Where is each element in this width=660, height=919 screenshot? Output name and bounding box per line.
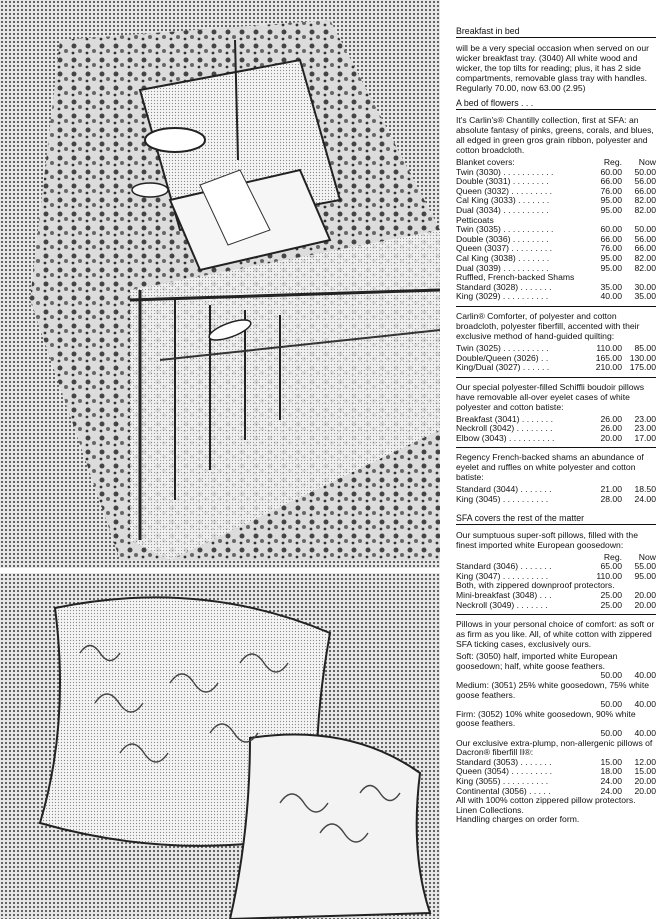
price-row — [456, 562, 656, 572]
sale-price: 82.00 — [634, 195, 656, 206]
item-name: Standard (3046) . . . . . . . — [456, 562, 552, 572]
firm-text: Firm: (3052) 10% white goosedown, 90% white goose feathers. — [456, 708, 636, 729]
regular-price: 165.00 — [595, 352, 622, 363]
regular-price: 210.00 — [595, 362, 622, 373]
down-pillow-price-list — [456, 562, 656, 581]
now-header: Now — [638, 157, 656, 167]
sale-price: 175.00 — [629, 362, 656, 373]
sale-price: 82.00 — [634, 262, 656, 273]
divider — [456, 447, 656, 448]
extra-pillow-price-list — [456, 591, 656, 610]
sale-price: 82.00 — [634, 252, 656, 263]
boudoir-text: Our special polyester-filled Schiffli boudoir pillows have removable all-over eyelet cases of white polyester and cotton batiste: — [456, 381, 645, 412]
item-name: King (3047) . . . . . . . . . . — [456, 571, 549, 581]
regular-price: 35.00 — [600, 281, 622, 292]
item-name: Cal King (3038) . . . . . . . — [456, 253, 550, 263]
sale-price: 66.00 — [634, 243, 656, 254]
regular-price: 60.00 — [600, 224, 622, 235]
sham-price-list — [456, 283, 656, 302]
regular-price: 26.00 — [600, 413, 622, 424]
item-name: King/Dual (3027) . . . . . . — [456, 363, 550, 373]
sale-price: 15.00 — [634, 766, 656, 777]
price-row: 50.00 40.00 — [600, 699, 656, 710]
price-row: 50.00 40.00 — [600, 727, 656, 738]
price-header — [456, 158, 656, 168]
now-header: Now — [638, 551, 656, 562]
section-heading-sfa: SFA covers the rest of the matter — [456, 513, 656, 525]
price-row — [456, 495, 656, 505]
sale-price: 24.00 — [634, 494, 656, 505]
price-row — [456, 415, 656, 425]
price-row — [456, 485, 656, 495]
sale-price: 95.00 — [634, 570, 656, 581]
price-row — [456, 363, 656, 373]
item-name: Double (3036) . . . . . . . . — [456, 234, 549, 244]
price-row — [456, 283, 656, 293]
blanket-label: Blanket covers: — [456, 157, 515, 167]
sale-price: 30.00 — [634, 281, 656, 292]
item-name: Standard (3028) . . . . . . . — [456, 282, 552, 292]
price-row — [456, 758, 656, 768]
item-name: Double/Queen (3026) . . — [456, 353, 549, 363]
price-row — [456, 344, 656, 354]
item-name: Standard (3044) . . . . . . . — [456, 485, 552, 495]
item-name: Twin (3030) . . . . . . . . . . . — [456, 167, 554, 177]
regular-price: 25.00 — [600, 590, 622, 601]
dacron-text: Our exclusive extra-plump, non-allergenic pillows of Dacron® fiberfill II®: — [456, 737, 653, 758]
sale-price: 55.00 — [634, 561, 656, 572]
dacron-price-list — [456, 758, 656, 796]
price-row — [456, 292, 656, 302]
comforter-text: Carlin® Comforter, of polyester and cotton broadcloth, polyester fiberfill, accented with their exclusive method of hand-guided quilting: — [456, 310, 640, 341]
price-row — [456, 177, 656, 187]
sale-price: 20.00 — [634, 590, 656, 601]
item-name: Neckroll (3042) . . . . . . . . — [456, 424, 553, 434]
item-name: Breakfast (3041) . . . . . . . — [456, 414, 553, 424]
price-row — [456, 187, 656, 197]
regular-price: 18.00 — [600, 766, 622, 777]
regular-price: 95.00 — [600, 204, 622, 215]
sale-price: 82.00 — [634, 204, 656, 215]
regular-price: 25.00 — [600, 599, 622, 610]
price-row: 50.00 40.00 — [600, 670, 656, 681]
regular-price: 24.00 — [600, 775, 622, 786]
sale-price: 66.00 — [634, 185, 656, 196]
regular-price: 65.00 — [600, 561, 622, 572]
price-row — [456, 235, 656, 245]
soft-text: Soft: (3050) half, imported white European goosedown; half, white goose feathers. — [456, 651, 618, 671]
sale-price: 20.00 — [634, 599, 656, 610]
medium-text: Medium: (3051) 25% white goosedown, 75% white goose feathers. — [456, 680, 649, 700]
pillows-photo — [0, 573, 440, 919]
handling-text: Handling charges on order form. — [456, 814, 580, 825]
sale-price: 50.00 — [634, 166, 656, 177]
petticoats-label: Petticoats — [456, 214, 494, 225]
divider — [456, 306, 656, 307]
regular-price: 66.00 — [600, 176, 622, 187]
zip-text: Both, with zippered downproof protectors. — [456, 580, 615, 591]
divider — [456, 614, 656, 615]
item-name: King (3055) . . . . . . . . . . — [456, 776, 549, 786]
item-name: Neckroll (3049) . . . . . . . — [456, 600, 548, 610]
item-name: Queen (3032) . . . . . . . . . — [456, 186, 553, 196]
price-row — [456, 196, 656, 206]
regular-price: 15.00 — [600, 756, 622, 767]
item-name: Double (3031) . . . . . . . . — [456, 177, 549, 187]
regular-price: 95.00 — [600, 252, 622, 263]
sale-price: 35.00 — [634, 291, 656, 302]
reg-header: Reg. — [603, 157, 622, 167]
sale-price: 12.00 — [634, 756, 656, 767]
sale-price: 18.50 — [634, 484, 656, 495]
bed-photo — [0, 0, 440, 568]
regular-price: 40.00 — [600, 291, 622, 302]
price-header — [456, 553, 656, 563]
price-row — [456, 354, 656, 364]
item-name: Twin (3035) . . . . . . . . . . . — [456, 225, 554, 235]
sale-price: 23.00 — [634, 413, 656, 424]
item-name: Standard (3053) . . . . . . . — [456, 757, 552, 767]
protector-text: All with 100% cotton zippered pillow protectors. — [456, 795, 636, 806]
sale-price: 56.00 — [634, 233, 656, 244]
regency-price-list — [456, 485, 656, 504]
regular-price: 110.00 — [596, 342, 622, 353]
price-row — [456, 434, 656, 444]
regular-price: 76.00 — [600, 185, 622, 196]
item-name: King (3029) . . . . . . . . . . — [456, 292, 549, 302]
price-row — [456, 777, 656, 787]
linen-text: Linen Collections. — [456, 804, 524, 815]
reg-header: Reg. — [603, 551, 622, 562]
regular-price: 60.00 — [600, 166, 622, 177]
price-row — [456, 767, 656, 777]
item-name: Dual (3034) . . . . . . . . . . — [456, 205, 549, 215]
price-row — [456, 225, 656, 235]
regular-price: 24.00 — [600, 785, 622, 796]
regular-price: 28.00 — [600, 494, 622, 505]
section-heading-flowers: A bed of flowers . . . — [456, 98, 656, 110]
regular-price: 20.00 — [600, 432, 622, 443]
regular-price: 95.00 — [600, 262, 622, 273]
item-name: Dual (3039) . . . . . . . . . . — [456, 263, 549, 273]
comforter-price-list — [456, 344, 656, 373]
sfa-intro: Our sumptuous super-soft pillows, filled with the finest imported white European goosedown: — [456, 529, 638, 550]
sale-price: 50.00 — [634, 224, 656, 235]
regular-price: 21.00 — [600, 484, 622, 495]
item-name: Queen (3054) . . . . . . . . . — [456, 767, 553, 777]
sale-price: 23.00 — [634, 423, 656, 434]
item-name: Queen (3037) . . . . . . . . . — [456, 244, 553, 254]
shams-label: Ruffled, French-backed Shams — [456, 272, 575, 283]
item-name: Cal King (3033) . . . . . . . — [456, 196, 550, 206]
regular-price: 26.00 — [600, 423, 622, 434]
sale-price: 130.00 — [629, 352, 656, 363]
choice-text: Pillows in your personal choice of comfort: as soft or as firm as you like. All, of white cotton with zippered SFA ticking cases, exclusively ours. — [456, 619, 655, 650]
item-name: Elbow (3043) . . . . . . . . . . — [456, 433, 555, 443]
regency-text: Regency French-backed shams an abundance of eyelet and ruffles on white polyester and cotton batiste: — [456, 452, 644, 483]
item-name: Mini-breakfast (3048) . . . — [456, 591, 552, 601]
copy-column — [456, 26, 656, 825]
item-name: Twin (3025) . . . . . . . . . . — [456, 343, 549, 353]
regular-price: 76.00 — [600, 243, 622, 254]
price-row — [456, 168, 656, 178]
petticoat-price-list — [456, 225, 656, 273]
boudoir-price-list — [456, 415, 656, 444]
breakfast-text: will be a very special occasion when served on our wicker breakfast tray. (3040) All white wood and wicker, the top tilts for reading; plus, it has 2 side compartments, removable glass tray with handles. Regularly 70.00, now 63.00 (2.95) — [456, 43, 649, 93]
divider — [456, 377, 656, 378]
sale-price: 20.00 — [634, 775, 656, 786]
section-heading-breakfast: Breakfast in bed — [456, 26, 656, 38]
regular-price: 110.00 — [596, 570, 622, 581]
regular-price: 66.00 — [600, 233, 622, 244]
item-name: Continental (3056) . . . . . — [456, 786, 551, 796]
price-row — [456, 591, 656, 601]
price-row — [456, 424, 656, 434]
price-row — [456, 601, 656, 611]
sale-price: 85.00 — [634, 342, 656, 353]
price-row — [456, 254, 656, 264]
sale-price: 56.00 — [634, 176, 656, 187]
price-row — [456, 244, 656, 254]
flowers-intro: It's Carlin's® Chantilly collection, first at SFA: an absolute fantasy of pinks, greens, corals, and blues, all edged in green gros grain ribbon, polyester and cotton broadcloth. — [456, 115, 654, 155]
sale-price: 20.00 — [634, 785, 656, 796]
regular-price: 95.00 — [600, 195, 622, 206]
sale-price: 17.00 — [634, 432, 656, 443]
blanket-price-list — [456, 168, 656, 216]
item-name: King (3045) . . . . . . . . . . — [456, 495, 549, 505]
